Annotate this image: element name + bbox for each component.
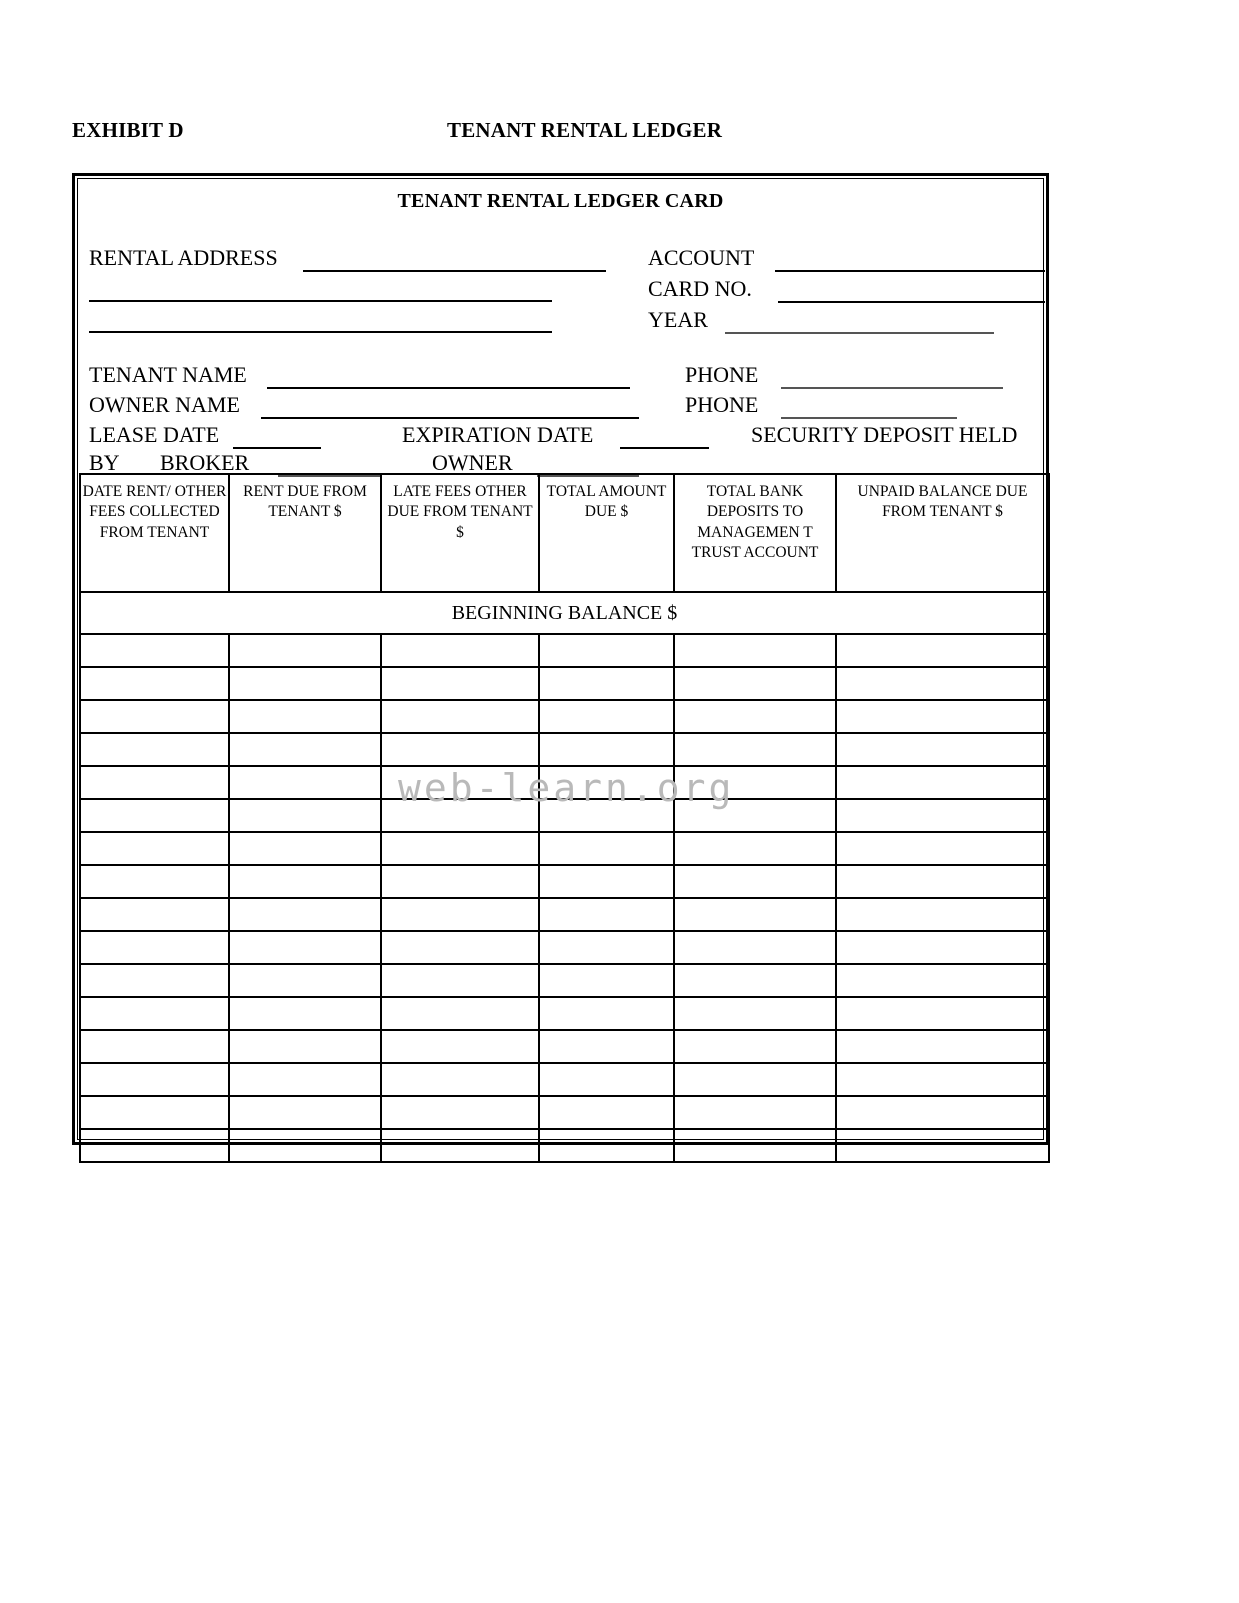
tenant-name-label: TENANT NAME <box>89 362 247 387</box>
lease-date-label: LEASE DATE <box>89 422 220 447</box>
table-cell-col-6[interactable] <box>836 667 1049 700</box>
table-cell-col-2[interactable] <box>229 766 381 799</box>
table-row <box>80 733 1049 766</box>
table-cell-col-1[interactable] <box>80 799 229 832</box>
beginning-balance-row <box>80 592 1049 634</box>
table-cell-col-3[interactable] <box>381 964 539 997</box>
table-cell-col-3[interactable] <box>381 766 539 799</box>
table-cell-col-6[interactable] <box>836 898 1049 931</box>
owner-name-input[interactable] <box>261 417 639 419</box>
column-header-late-fees: LATE FEES OTHER DUE FROM TENANT $ <box>381 474 539 592</box>
account-input[interactable] <box>775 270 1045 272</box>
table-cell-col-5[interactable] <box>674 766 836 799</box>
watermark-text: web-learn.org <box>398 766 735 810</box>
table-cell-col-6[interactable] <box>836 1030 1049 1063</box>
table-cell-col-1[interactable] <box>80 733 229 766</box>
ledger-card-title: TENANT RENTAL LEDGER CARD <box>397 190 724 212</box>
owner-name-label: OWNER NAME <box>89 392 240 417</box>
table-cell-col-1[interactable] <box>80 1063 229 1096</box>
table-row <box>80 799 1049 832</box>
table-cell-col-5[interactable] <box>674 1030 836 1063</box>
table-cell-col-4[interactable] <box>539 865 674 898</box>
table-row <box>80 700 1049 733</box>
account-label: ACCOUNT <box>648 245 755 270</box>
table-cell-col-3[interactable] <box>381 700 539 733</box>
table-cell-col-2[interactable] <box>229 1063 381 1096</box>
table-cell-col-2[interactable] <box>229 997 381 1030</box>
table-cell-col-6[interactable] <box>836 997 1049 1030</box>
table-cell-col-3[interactable] <box>381 1063 539 1096</box>
table-cell-col-3[interactable] <box>381 832 539 865</box>
table-cell-col-5[interactable] <box>674 634 836 667</box>
table-cell-col-5[interactable] <box>674 931 836 964</box>
table-cell-col-6[interactable] <box>836 799 1049 832</box>
table-cell-col-1[interactable] <box>80 997 229 1030</box>
table-cell-col-5[interactable] <box>674 733 836 766</box>
rental-address-line3-input[interactable] <box>89 331 552 333</box>
column-header-rent-due: RENT DUE FROM TENANT $ <box>229 474 381 592</box>
rental-address-line2-input[interactable] <box>89 300 552 302</box>
table-row <box>80 1063 1049 1096</box>
table-cell-col-3[interactable] <box>381 997 539 1030</box>
table-cell-col-3[interactable] <box>381 634 539 667</box>
table-cell-col-5[interactable] <box>674 700 836 733</box>
table-cell-col-4[interactable] <box>539 997 674 1030</box>
table-cell-col-3[interactable] <box>381 865 539 898</box>
table-cell-col-1[interactable] <box>80 1129 229 1162</box>
table-cell-col-3[interactable] <box>381 1096 539 1129</box>
owner-holder-label: OWNER <box>432 450 513 475</box>
table-cell-col-6[interactable] <box>836 733 1049 766</box>
table-row <box>80 1129 1049 1162</box>
column-header-date-collected: DATE RENT/ OTHER FEES COLLECTED FROM TENANT <box>80 474 229 592</box>
table-cell-col-5[interactable] <box>674 1063 836 1096</box>
table-cell-col-2[interactable] <box>229 931 381 964</box>
ledger-card-frame <box>72 173 1049 1145</box>
column-header-unpaid-balance: UNPAID BALANCE DUE FROM TENANT $ <box>836 474 1049 592</box>
table-cell-col-5[interactable] <box>674 832 836 865</box>
table-cell-col-5[interactable] <box>674 865 836 898</box>
ledger-table-head <box>80 474 1049 634</box>
table-cell-col-6[interactable] <box>836 1096 1049 1129</box>
table-cell-col-4[interactable] <box>539 634 674 667</box>
table-row <box>80 634 1049 667</box>
table-cell-col-3[interactable] <box>381 799 539 832</box>
tenant-name-input[interactable] <box>267 387 630 389</box>
expiration-date-label: EXPIRATION DATE <box>402 422 594 447</box>
ledger-header-row <box>80 474 1049 592</box>
table-cell-col-2[interactable] <box>229 865 381 898</box>
table-cell-col-3[interactable] <box>381 733 539 766</box>
table-cell-col-6[interactable] <box>836 964 1049 997</box>
table-row <box>80 964 1049 997</box>
table-cell-col-3[interactable] <box>381 1030 539 1063</box>
table-cell-col-6[interactable] <box>836 700 1049 733</box>
tenant-phone-input[interactable] <box>781 387 1003 389</box>
table-cell-col-3[interactable] <box>381 667 539 700</box>
table-cell-col-2[interactable] <box>229 1129 381 1162</box>
table-row <box>80 667 1049 700</box>
table-cell-col-6[interactable] <box>836 1129 1049 1162</box>
table-cell-col-2[interactable] <box>229 799 381 832</box>
table-cell-col-6[interactable] <box>836 1063 1049 1096</box>
lease-date-input[interactable] <box>233 447 321 449</box>
table-cell-col-1[interactable] <box>80 700 229 733</box>
table-cell-col-4[interactable] <box>539 799 674 832</box>
table-cell-col-5[interactable] <box>674 1096 836 1129</box>
rental-address-input[interactable] <box>303 270 606 272</box>
table-cell-col-2[interactable] <box>229 634 381 667</box>
exhibit-label: EXHIBIT D <box>72 118 184 142</box>
table-cell-col-4[interactable] <box>539 832 674 865</box>
table-cell-col-2[interactable] <box>229 832 381 865</box>
table-cell-col-2[interactable] <box>229 667 381 700</box>
table-cell-col-2[interactable] <box>229 700 381 733</box>
ledger-table-body <box>80 634 1049 1162</box>
owner-phone-label: PHONE <box>685 392 759 417</box>
table-cell-col-1[interactable] <box>80 931 229 964</box>
table-cell-col-1[interactable] <box>80 1030 229 1063</box>
table-cell-col-5[interactable] <box>674 1129 836 1162</box>
table-cell-col-1[interactable] <box>80 634 229 667</box>
table-cell-col-4[interactable] <box>539 898 674 931</box>
table-cell-col-4[interactable] <box>539 1096 674 1129</box>
document-heading <box>72 118 1049 144</box>
table-cell-col-1[interactable] <box>80 865 229 898</box>
table-cell-col-2[interactable] <box>229 733 381 766</box>
table-cell-col-3[interactable] <box>381 898 539 931</box>
table-cell-col-1[interactable] <box>80 1096 229 1129</box>
table-row <box>80 865 1049 898</box>
table-cell-col-6[interactable] <box>836 766 1049 799</box>
table-cell-col-5[interactable] <box>674 964 836 997</box>
owner-phone-input[interactable] <box>781 417 957 419</box>
table-cell-col-4[interactable] <box>539 1063 674 1096</box>
held-by-label: BY <box>89 450 120 475</box>
column-header-total-amount-due: TOTAL AMOUNT DUE $ <box>539 474 674 592</box>
table-row <box>80 832 1049 865</box>
document-title: TENANT RENTAL LEDGER <box>447 118 723 142</box>
tenant-phone-label: PHONE <box>685 362 759 387</box>
table-cell-col-6[interactable] <box>836 832 1049 865</box>
table-cell-col-2[interactable] <box>229 898 381 931</box>
tenant-ledger-table <box>79 473 1050 1163</box>
table-cell-col-6[interactable] <box>836 931 1049 964</box>
rental-address-label: RENTAL ADDRESS <box>89 245 278 270</box>
year-input[interactable] <box>725 332 994 334</box>
table-row <box>80 931 1049 964</box>
table-row <box>80 766 1049 799</box>
table-cell-col-4[interactable] <box>539 1030 674 1063</box>
table-cell-col-4[interactable] <box>539 931 674 964</box>
table-row <box>80 1096 1049 1129</box>
table-cell-col-4[interactable] <box>539 766 674 799</box>
table-cell-col-4[interactable] <box>539 964 674 997</box>
table-cell-col-1[interactable] <box>80 898 229 931</box>
security-deposit-held-label: SECURITY DEPOSIT HELD <box>751 422 1018 447</box>
table-cell-col-6[interactable] <box>836 865 1049 898</box>
table-cell-col-5[interactable] <box>674 997 836 1030</box>
table-cell-col-5[interactable] <box>674 898 836 931</box>
table-cell-col-3[interactable] <box>381 1129 539 1162</box>
table-cell-col-1[interactable] <box>80 832 229 865</box>
table-cell-col-1[interactable] <box>80 667 229 700</box>
table-cell-col-5[interactable] <box>674 667 836 700</box>
table-cell-col-4[interactable] <box>539 700 674 733</box>
table-cell-col-6[interactable] <box>836 634 1049 667</box>
table-cell-col-1[interactable] <box>80 964 229 997</box>
table-row <box>80 898 1049 931</box>
column-header-bank-deposits: TOTAL BANK DEPOSITS TO MANAGEMEN T TRUST ACCOUNT <box>674 474 836 592</box>
table-cell-col-2[interactable] <box>229 1096 381 1129</box>
table-cell-col-2[interactable] <box>229 964 381 997</box>
table-cell-col-4[interactable] <box>539 733 674 766</box>
ledger-info-area <box>75 231 1046 475</box>
broker-label: BROKER <box>160 450 250 475</box>
expiration-date-input[interactable] <box>620 447 709 449</box>
table-cell-col-4[interactable] <box>539 1129 674 1162</box>
card-no-label: CARD NO. <box>648 276 752 301</box>
table-row <box>80 1030 1049 1063</box>
table-row <box>80 997 1049 1030</box>
table-cell-col-3[interactable] <box>381 931 539 964</box>
year-label: YEAR <box>648 307 708 332</box>
beginning-balance-label[interactable]: BEGINNING BALANCE $ <box>80 592 1049 634</box>
card-no-input[interactable] <box>778 301 1045 303</box>
table-cell-col-2[interactable] <box>229 1030 381 1063</box>
table-cell-col-5[interactable] <box>674 799 836 832</box>
table-cell-col-4[interactable] <box>539 667 674 700</box>
table-cell-col-1[interactable] <box>80 766 229 799</box>
